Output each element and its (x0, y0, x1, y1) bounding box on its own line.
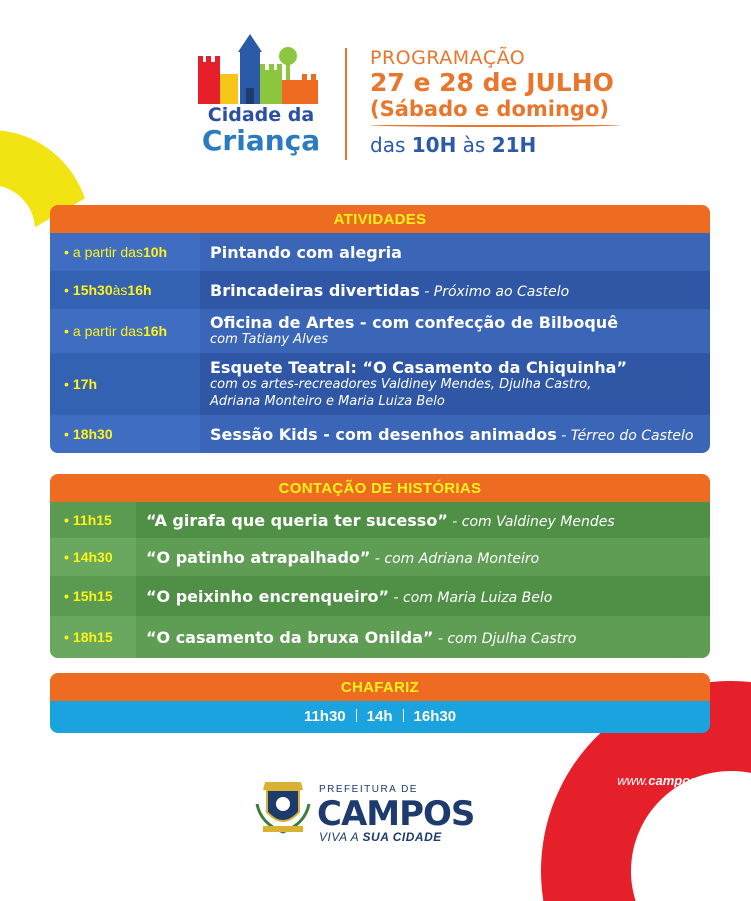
story-time: • 11h15 (50, 502, 136, 538)
separator (403, 709, 404, 722)
activity-row (50, 271, 710, 309)
story-title: “O casamento da bruxa Onilda” (146, 627, 434, 647)
activity-time: • 18h30 (50, 415, 200, 453)
activity-desc (200, 358, 710, 410)
story-time: • 18h15 (50, 616, 136, 658)
activity-title: Oficina de Artes - com confecção de Bilboquê (210, 313, 619, 333)
programacao-label: PROGRAMAÇÃO (370, 47, 526, 69)
coat-of-arms-icon (255, 776, 311, 838)
logo-line-1: Cidade da (207, 104, 315, 126)
castle-icon (190, 30, 330, 110)
event-days: (Sábado e domingo) (370, 96, 609, 121)
atividades-title: ATIVIDADES (50, 205, 710, 233)
story-desc (136, 628, 710, 647)
activity-title: Sessão Kids - com desenhos animados (210, 424, 557, 444)
header (190, 30, 620, 170)
story-note: - com Maria Luiza Belo (389, 589, 553, 606)
website-link[interactable]: www.campos.rj.gov.br (617, 773, 747, 788)
chafariz-time: 14h (366, 708, 393, 725)
activity-title: Brincadeiras divertidas (210, 280, 420, 300)
hours-mid: às (456, 132, 492, 157)
activity-time: • 15h30 às 16h (50, 271, 200, 309)
activity-time: • 17h (50, 353, 200, 415)
story-desc (136, 511, 710, 530)
hours-pre: das (370, 132, 412, 157)
story-time: • 14h30 (50, 538, 136, 576)
historias-section (50, 474, 710, 658)
activity-row (50, 309, 710, 353)
activity-row (50, 353, 710, 415)
story-row (50, 616, 710, 658)
story-row (50, 538, 710, 576)
activity-note: - Próximo ao Castelo (419, 283, 570, 300)
chafariz-times (50, 701, 710, 733)
story-row (50, 576, 710, 616)
activity-sub: Adriana Monteiro e Maria Luiza Belo (210, 393, 445, 409)
activity-desc (200, 425, 710, 444)
event-dates: 27 e 28 de JULHO (370, 67, 614, 97)
separator (356, 709, 357, 722)
story-time: • 15h15 (50, 576, 136, 616)
logo-title (196, 106, 326, 155)
story-note: - com Djulha Castro (433, 630, 577, 647)
campos-label: CAMPOS (317, 794, 475, 834)
activity-sub: com os artes-recreadores Valdiney Mendes, Djulha Castro, (210, 377, 592, 393)
chafariz-section (50, 673, 710, 733)
activity-note: - Térreo do Castelo (556, 427, 694, 444)
activity-row (50, 233, 710, 271)
story-title: “A girafa que queria ter sucesso” (146, 510, 448, 530)
historias-title: CONTAÇÃO DE HISTÓRIAS (50, 474, 710, 502)
chafariz-title: CHAFARIZ (50, 673, 710, 701)
activity-desc (200, 243, 710, 262)
activity-time: • a partir das 16h (50, 309, 200, 353)
activity-title: Pintando com alegria (210, 242, 402, 262)
header-text (370, 48, 630, 157)
event-hours (370, 133, 630, 157)
header-divider (345, 48, 347, 160)
atividades-section (50, 205, 710, 453)
hours-start: 10H (411, 132, 457, 157)
story-desc (136, 548, 710, 567)
swoosh-line (370, 123, 620, 127)
story-desc (136, 587, 710, 606)
activity-sub: com Tatiany Alves (210, 332, 329, 348)
story-note: - com Valdiney Mendes (447, 513, 615, 530)
story-note: - com Adriana Monteiro (370, 550, 540, 567)
red-decorative-arc (479, 619, 751, 901)
prefeitura-logo (255, 776, 505, 844)
activity-title: Esquete Teatral: “O Casamento da Chiquinha” (210, 358, 627, 378)
story-row (50, 502, 710, 538)
activity-row (50, 415, 710, 453)
hours-end: 21H (491, 132, 537, 157)
story-title: “O patinho atrapalhado” (146, 547, 371, 567)
logo-line-2: Criança (201, 124, 321, 157)
activity-time: • a partir das 10h (50, 233, 200, 271)
activity-desc (200, 281, 710, 300)
story-title: “O peixinho encrenqueiro” (146, 586, 390, 606)
chafariz-time: 16h30 (413, 708, 457, 725)
slogan: VIVA A SUA CIDADE (319, 830, 442, 844)
cidade-da-crianca-logo (190, 30, 330, 165)
activity-desc (200, 313, 710, 348)
prefeitura-label: PREFEITURA DE (319, 784, 418, 795)
chafariz-time: 11h30 (303, 708, 346, 725)
